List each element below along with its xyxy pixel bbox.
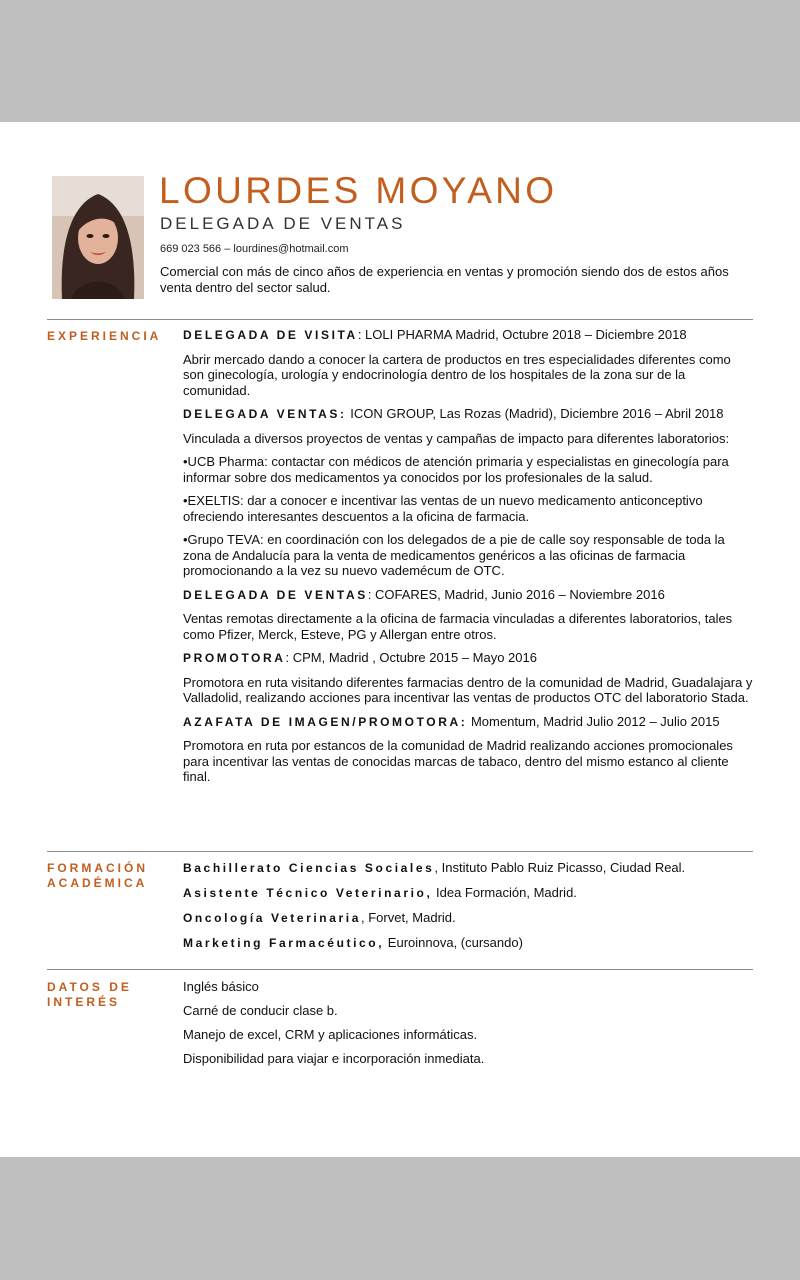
section-title-line: DATOS DE <box>47 980 132 994</box>
interest-item: Manejo de excel, CRM y aplicaciones informáticas. <box>183 1027 478 1042</box>
job-role: PROMOTORA <box>183 651 286 665</box>
profile-photo-image <box>52 176 144 299</box>
education-list <box>183 860 755 960</box>
interest-item: Disponibilidad para viajar e incorporación inmediata. <box>183 1051 485 1066</box>
section-title-experiencia: EXPERIENCIA <box>47 329 162 343</box>
section-title-line: INTERÉS <box>47 995 121 1009</box>
section-title-datos <box>47 980 132 1010</box>
job-details: Momentum, Madrid Julio 2012 – Julio 2015 <box>467 713 720 729</box>
job-heading <box>183 650 755 667</box>
profile-photo <box>52 176 144 299</box>
candidate-role: DELEGADA DE VENTAS <box>160 214 406 233</box>
job-bullet: •UCB Pharma: contactar con médicos de atención primaria y especialistas en ginecología para informar sobre dos medicamentos ya conocidos por los profesionales de la salud. <box>183 454 729 485</box>
course-details: , Instituto Pablo Ruiz Picasso, Ciudad Real. <box>434 860 686 875</box>
course-details: Idea Formación, Madrid. <box>432 885 577 900</box>
job-details: ICON GROUP, Las Rozas (Madrid), Diciembre 2016 – Abril 2018 <box>346 406 724 421</box>
candidate-name: LOURDES MOYANO <box>159 170 558 211</box>
course-name: Bachillerato Ciencias Sociales <box>183 861 435 875</box>
interests-list <box>183 979 755 1075</box>
education-item <box>183 910 755 927</box>
education-item <box>183 935 755 952</box>
section-title-line: FORMACIÓN <box>47 861 148 875</box>
job-description: Vinculada a diversos proyectos de ventas y campañas de impacto para diferentes laboratorios: <box>183 430 730 446</box>
job-bullet: •EXELTIS: dar a conocer e incentivar las ventas de un nuevo medicamento anticonceptivo ofreciendo interesantes descuentos a la oficina de farmacia. <box>183 493 703 524</box>
job-heading <box>183 406 755 423</box>
job-heading <box>183 587 755 604</box>
job-role: AZAFATA DE IMAGEN/PROMOTORA: <box>183 714 468 729</box>
job-role: DELEGADA DE VENTAS <box>183 587 368 602</box>
job-bullet: •Grupo TEVA: en coordinación con los delegados de a pie de calle soy responsable de toda la zona de Andalucía para la venta de medicamentos genéricos a las oficinas de farmacia promocionando a la vez su nuevo vademécum de OTC. <box>183 532 725 578</box>
interest-item: Carné de conducir clase b. <box>183 1003 338 1018</box>
course-details: Euroinnova, (cursando) <box>384 935 523 950</box>
profile-summary: Comercial con más de cinco años de experiencia en ventas y promoción siendo dos de estos años venta dentro del sector salud. <box>160 264 729 295</box>
divider <box>47 969 753 970</box>
job-role: DELEGADA VENTAS: <box>183 407 347 421</box>
job-details: : COFARES, Madrid, Junio 2016 – Noviembre 2016 <box>367 586 665 602</box>
section-title-line: ACADÉMICA <box>47 876 148 890</box>
education-item <box>183 860 755 877</box>
job-heading <box>183 327 755 344</box>
job-description: Abrir mercado dando a conocer la cartera de productos en tres especialidades diferentes como son ginecología, urología y endocrinología dentro de los hospitales de la zona sur de la comunidad. <box>183 351 731 398</box>
job-description: Promotora en ruta por estancos de la comunidad de Madrid realizando acciones promocionales para incentivar las ventas de conocidas marcas de tabaco, dentro del mismo estanco al cliente final. <box>183 738 733 784</box>
job-details: : CPM, Madrid , Octubre 2015 – Mayo 2016 <box>285 650 537 665</box>
job-heading <box>183 714 755 731</box>
interest-item: Inglés básico <box>183 979 259 994</box>
course-name: Oncología Veterinaria <box>183 911 361 925</box>
experience-list <box>183 327 755 793</box>
job-description: Promotora en ruta visitando diferentes farmacias dentro de la comunidad de Madrid, Guadalajara y Valladolid, realizando acciones para incentivar las ventas de productos OTC del laboratorio Stada. <box>183 674 753 705</box>
job-role: DELEGADA DE VISITA <box>183 328 358 342</box>
course-name: Marketing Farmacéutico, <box>183 936 385 950</box>
divider <box>47 851 753 852</box>
section-title-formacion <box>47 861 148 891</box>
job-details: : LOLI PHARMA Madrid, Octubre 2018 – Diciembre 2018 <box>357 327 687 342</box>
education-item <box>183 885 755 902</box>
job-description: Ventas remotas directamente a la oficina de farmacia vinculadas a diferentes laboratorios, tales como Pfizer, Merck, Esteve, PG y Allergan entre otros. <box>183 611 733 642</box>
contact-info: 669 023 566 – lourdines@hotmail.com <box>160 243 349 255</box>
course-name: Asistente Técnico Veterinario, <box>183 886 433 900</box>
course-details: , Forvet, Madrid. <box>360 910 456 925</box>
resume-page <box>0 122 800 1157</box>
divider <box>47 319 753 320</box>
